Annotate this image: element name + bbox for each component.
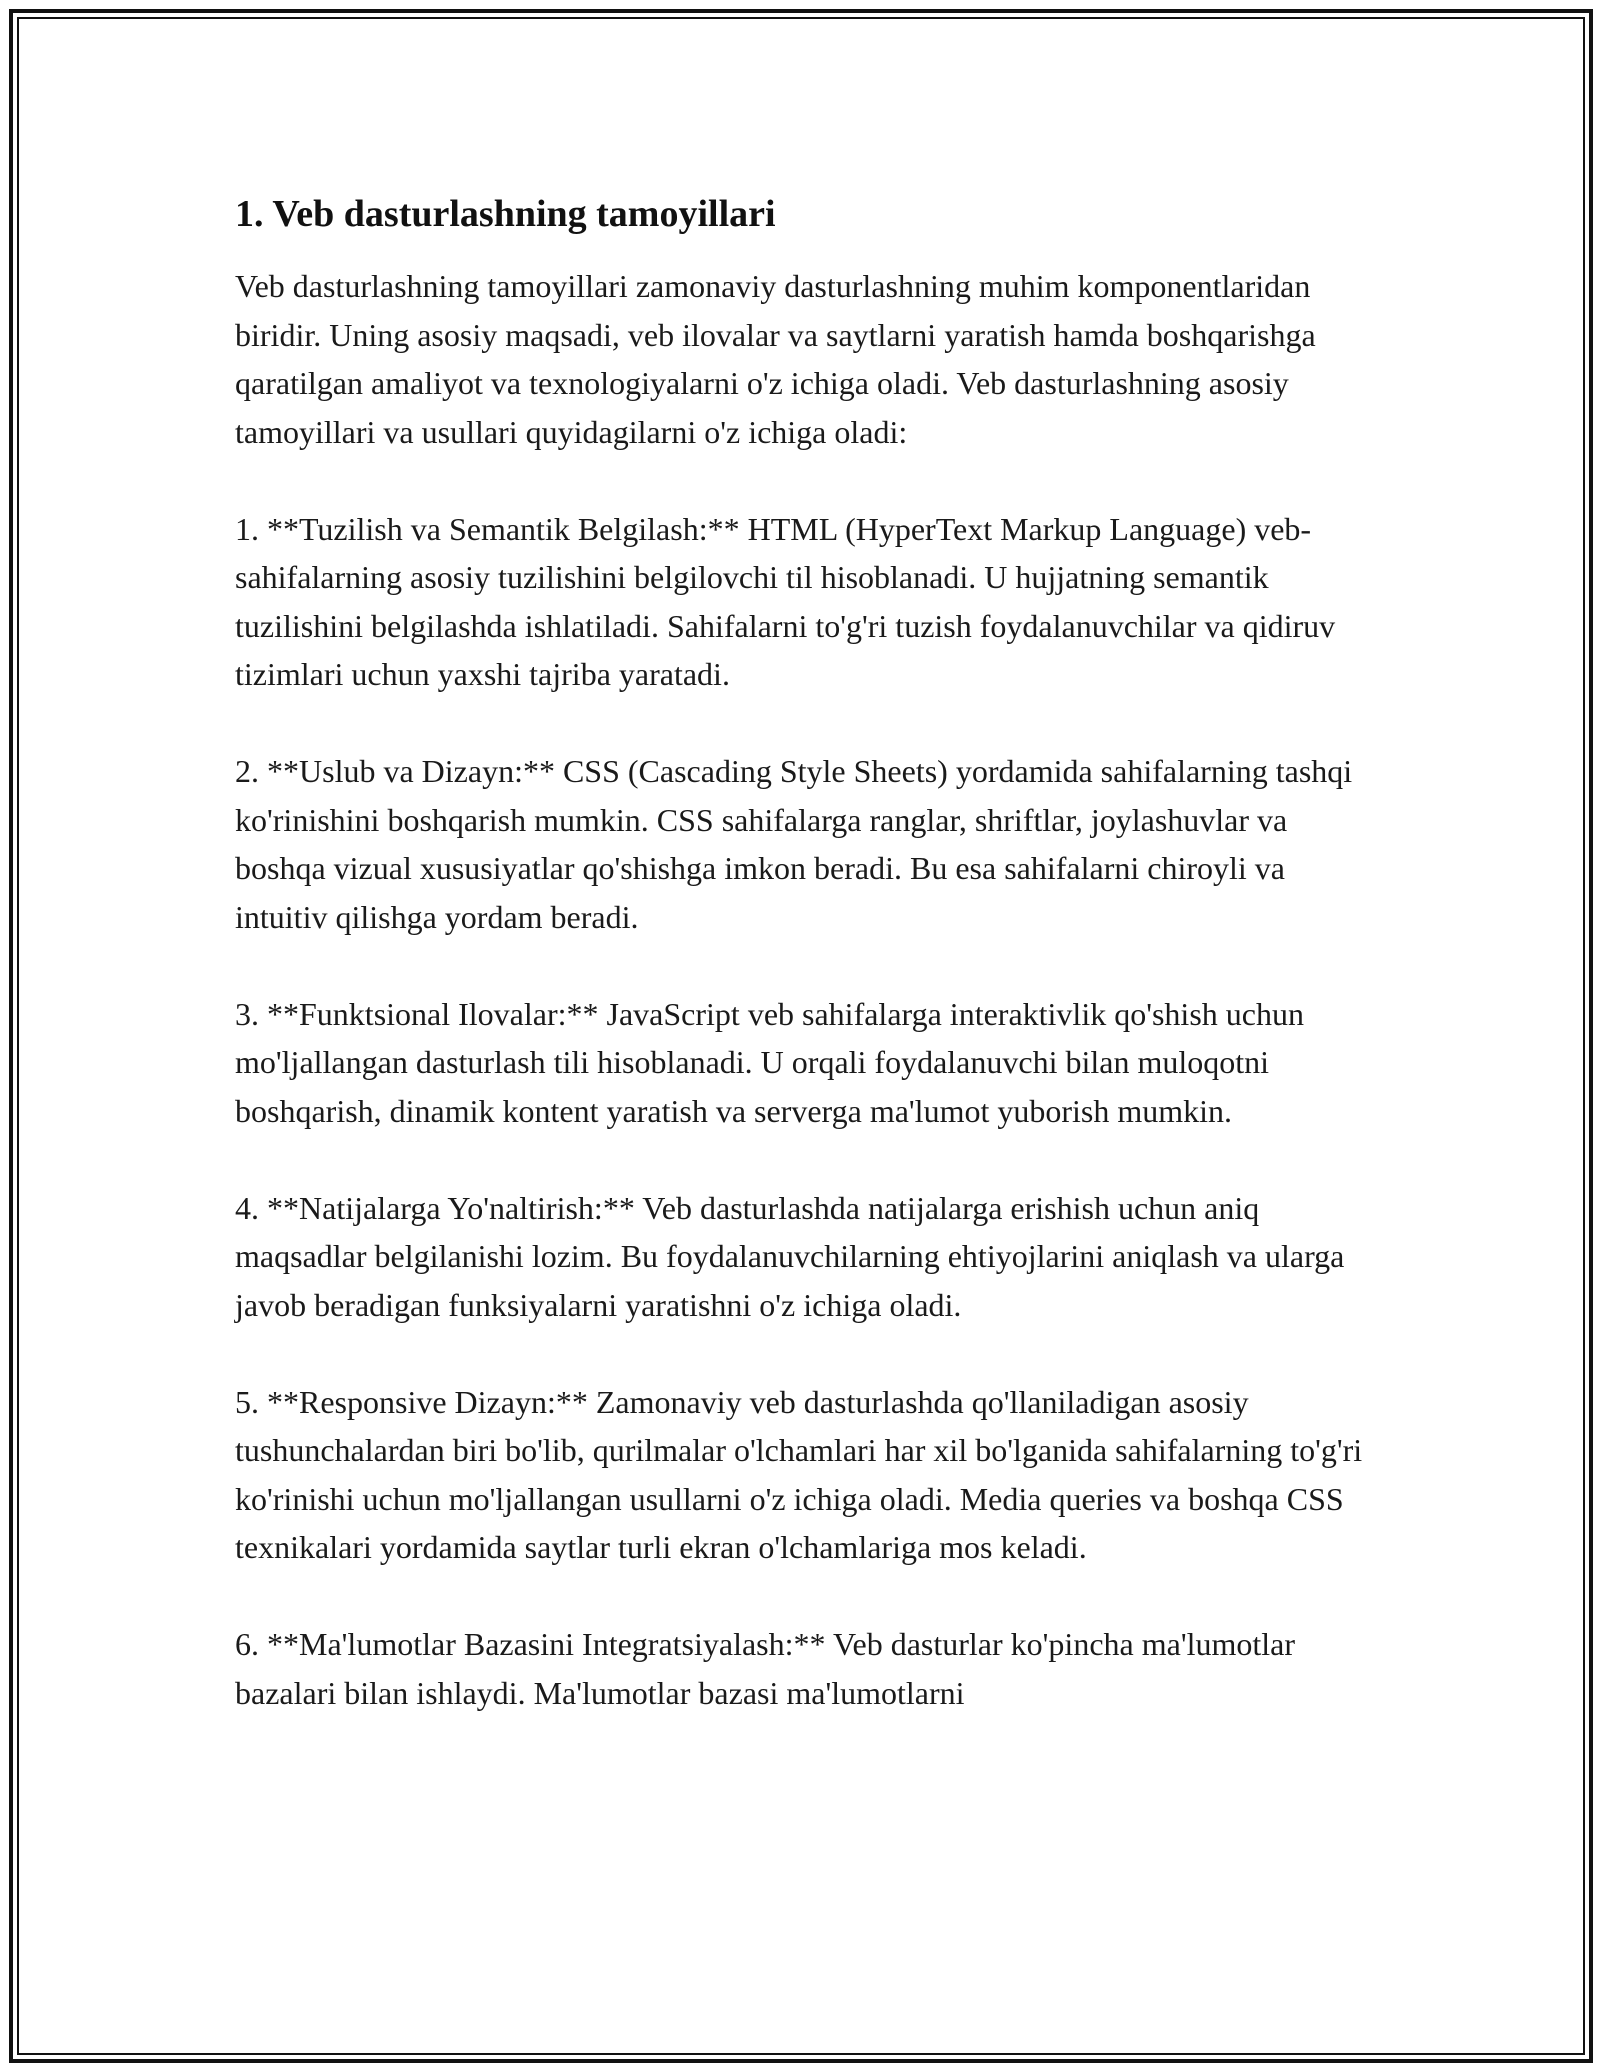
list-item-4-paragraph: 4. **Natijalarga Yo'naltirish:** Veb dasturlashda natijalarga erishish uchun aniq maqsadlar belgilanishi lozim. Bu foydalanuvchilarning ehtiyojlarini aniqlash va ularga javob beradigan funksiyalarni yaratishni o'z ichiga oladi. (235, 1189, 1345, 1323)
document-body (235, 188, 1375, 1766)
list-item-6-paragraph: 6. **Ma'lumotlar Bazasini Integratsiyalash:** Veb dasturlar ko'pincha ma'lumotlar bazalari bilan ishlaydi. Ma'lumotlar bazasi ma'lumotlarni (235, 1626, 1295, 1711)
list-item-5-paragraph: 5. **Responsive Dizayn:** Zamonaviy veb dasturlashda qo'llaniladigan asosiy tushunchalardan biri bo'lib, qurilmalar o'lchamlari har xil bo'lganida sahifalarning to'g'ri ko'rinishi uchun mo'ljallangan usullarni o'z ichiga oladi. Media queries va boshqa CSS texnikalari yordamida saytlar turli ekran o'lchamlariga mos keladi. (235, 1383, 1363, 1565)
intro-paragraph: Veb dasturlashning tamoyillari zamonaviy dasturlashning muhim komponentlaridan biridir. Uning asosiy maqsadi, veb ilovalar va saytlarni yaratish hamda boshqarishga qaratilgan amaliyot va texnologiyalarni o'z ichiga oladi. Veb dasturlashning asosiy tamoyillari va usullari quyidagilarni o'z ichiga oladi: (235, 268, 1316, 450)
list-item-1-paragraph: 1. **Tuzilish va Semantik Belgilash:** HTML (HyperText Markup Language) veb-sahifalarning asosiy tuzilishini belgilovchi til hisoblanadi. U hujjatning semantik tuzilishini belgilashda ishlatiladi. Sahifalarni to'g'ri tuzish foydalanuvchilar va qidiruv tizimlari uchun yaxshi tajriba yaratadi. (235, 510, 1336, 692)
list-item-3-paragraph: 3. **Funktsional Ilovalar:** JavaScript veb sahifalarga interaktivlik qo'shish uchun mo'ljallangan dasturlash tili hisoblanadi. U orqali foydalanuvchi bilan muloqotni boshqarish, dinamik kontent yaratish va serverga ma'lumot yuborish mumkin. (235, 995, 1304, 1129)
list-item-2-paragraph: 2. **Uslub va Dizayn:** CSS (Cascading Style Sheets) yordamida sahifalarning tashqi ko'rinishini boshqarish mumkin. CSS sahifalarga ranglar, shriftlar, joylashuvlar va boshqa vizual xususiyatlar qo'shishga imkon beradi. Bu esa sahifalarni chiroyli va intuitiv qilishga yordam beradi. (235, 753, 1353, 935)
document-title: 1. Veb dasturlashning tamoyillari (235, 193, 776, 235)
